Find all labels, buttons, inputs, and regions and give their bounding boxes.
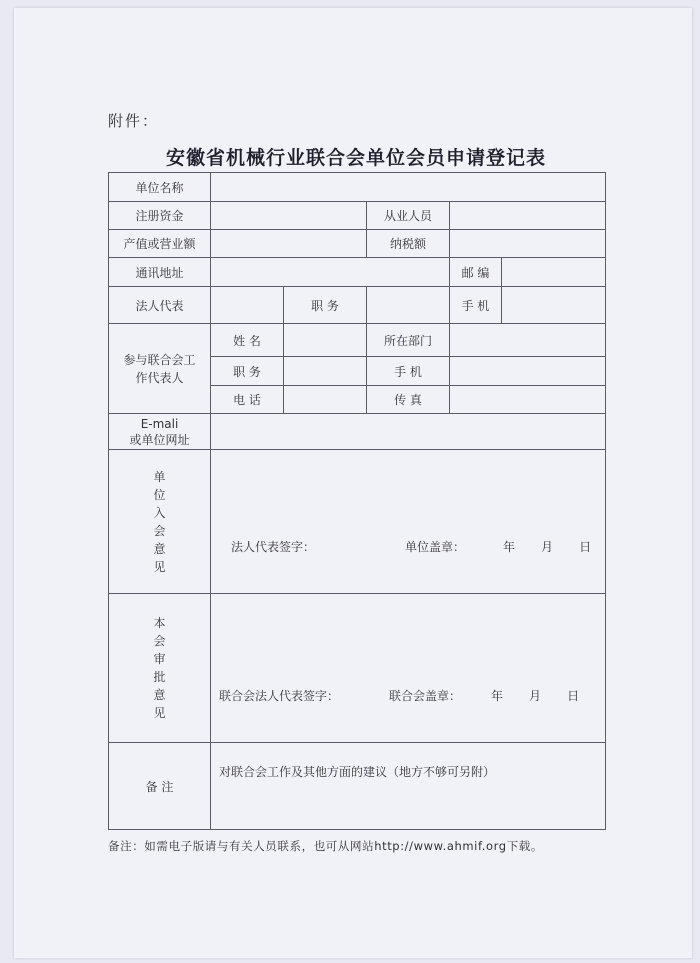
rep-group-text: 参与联合会工作代表人 bbox=[123, 352, 196, 385]
phone-label: 电 话 bbox=[211, 386, 284, 414]
email-label-line1: E-mali bbox=[140, 416, 179, 431]
year-label: 年 bbox=[503, 540, 516, 554]
rep-position-label: 职 务 bbox=[211, 357, 284, 386]
approval-opinion-char: 见 bbox=[153, 706, 166, 720]
unit-opinion-label bbox=[109, 450, 211, 594]
approval-opinion-field[interactable] bbox=[211, 594, 606, 743]
legal-rep-signature-label: 法人代表签字： bbox=[231, 540, 316, 554]
fax-label: 传 真 bbox=[367, 386, 450, 414]
unit-opinion-sign-line bbox=[219, 538, 599, 555]
row-remarks bbox=[109, 743, 606, 830]
mobile-field[interactable] bbox=[502, 287, 606, 324]
legal-rep-label: 法人代表 bbox=[109, 287, 211, 324]
row-unit-opinion bbox=[109, 450, 606, 594]
form-title: 安徽省机械行业联合会单位会员申请登记表 bbox=[165, 147, 546, 169]
rep-mobile-label: 手 机 bbox=[367, 357, 450, 386]
remarks-field[interactable] bbox=[211, 743, 606, 830]
unit-opinion-char: 见 bbox=[153, 559, 166, 574]
row-unit-name bbox=[109, 173, 606, 202]
day-label: 日 bbox=[579, 540, 592, 554]
rep-name-field[interactable] bbox=[284, 324, 367, 357]
employees-label: 从业人员 bbox=[367, 202, 450, 230]
phone-field[interactable] bbox=[284, 386, 367, 414]
rep-mobile-field[interactable] bbox=[450, 357, 606, 386]
row-email bbox=[109, 414, 606, 450]
registered-capital-label: 注册资金 bbox=[109, 202, 211, 230]
attachment-label: 附件： bbox=[108, 112, 160, 130]
department-field[interactable] bbox=[450, 324, 606, 357]
output-value-label: 产值或营业额 bbox=[109, 230, 211, 258]
legal-rep-field[interactable] bbox=[211, 287, 284, 324]
registered-capital-field[interactable] bbox=[211, 202, 367, 230]
row-legal-rep bbox=[109, 287, 606, 324]
rep-group-label bbox=[109, 324, 211, 414]
postcode-label: 邮 编 bbox=[450, 258, 502, 287]
year-label: 年 bbox=[491, 689, 504, 703]
unit-seal-label: 单位盖章： bbox=[405, 540, 466, 554]
approval-opinion-char: 会 bbox=[153, 634, 166, 648]
address-field[interactable] bbox=[211, 258, 450, 287]
fax-field[interactable] bbox=[450, 386, 606, 414]
position-field[interactable] bbox=[367, 287, 450, 324]
unit-name-field[interactable] bbox=[211, 173, 606, 202]
month-label: 月 bbox=[529, 689, 542, 703]
tax-paid-label: 纳税额 bbox=[367, 230, 450, 258]
approval-opinion-char: 意 bbox=[153, 688, 166, 702]
row-rep-name bbox=[109, 324, 606, 357]
unit-opinion-char: 意 bbox=[153, 541, 166, 556]
tax-paid-field[interactable] bbox=[450, 230, 606, 258]
remarks-label: 备 注 bbox=[109, 743, 211, 830]
approval-opinion-label bbox=[109, 594, 211, 743]
output-value-field[interactable] bbox=[211, 230, 367, 258]
rep-position-field[interactable] bbox=[284, 357, 367, 386]
approval-sign-line bbox=[219, 687, 599, 704]
approval-opinion-char: 本 bbox=[153, 616, 166, 630]
postcode-field[interactable] bbox=[502, 258, 606, 287]
email-field[interactable] bbox=[211, 414, 606, 450]
registration-form-table bbox=[108, 172, 606, 830]
row-address bbox=[109, 258, 606, 287]
unit-opinion-char: 单 bbox=[153, 469, 166, 484]
row-capital bbox=[109, 202, 606, 230]
mobile-label: 手 机 bbox=[450, 287, 502, 324]
approval-opinion-char: 审 bbox=[153, 652, 166, 666]
day-label: 日 bbox=[567, 689, 580, 703]
remarks-hint: 对联合会工作及其他方面的建议（地方不够可另附） bbox=[219, 765, 496, 779]
approval-opinion-char: 批 bbox=[153, 670, 166, 684]
position-label: 职 务 bbox=[284, 287, 367, 324]
federation-rep-signature-label: 联合会法人代表签字： bbox=[219, 689, 340, 703]
unit-opinion-field[interactable] bbox=[211, 450, 606, 594]
federation-seal-label: 联合会盖章： bbox=[389, 689, 462, 703]
month-label: 月 bbox=[541, 540, 554, 554]
unit-opinion-char: 位 bbox=[153, 487, 166, 502]
email-label bbox=[109, 414, 211, 450]
unit-opinion-char: 入 bbox=[153, 505, 166, 520]
employees-field[interactable] bbox=[450, 202, 606, 230]
unit-opinion-char: 会 bbox=[153, 523, 166, 538]
footnote: 备注：如需电子版请与有关人员联系，也可从网站http://www.ahmif.org下载。 bbox=[108, 839, 544, 853]
email-label-line2: 或单位网址 bbox=[129, 432, 190, 447]
rep-name-label: 姓 名 bbox=[211, 324, 284, 357]
row-output bbox=[109, 230, 606, 258]
unit-name-label: 单位名称 bbox=[109, 173, 211, 202]
address-label: 通讯地址 bbox=[109, 258, 211, 287]
row-approval-opinion bbox=[109, 594, 606, 743]
department-label: 所在部门 bbox=[367, 324, 450, 357]
